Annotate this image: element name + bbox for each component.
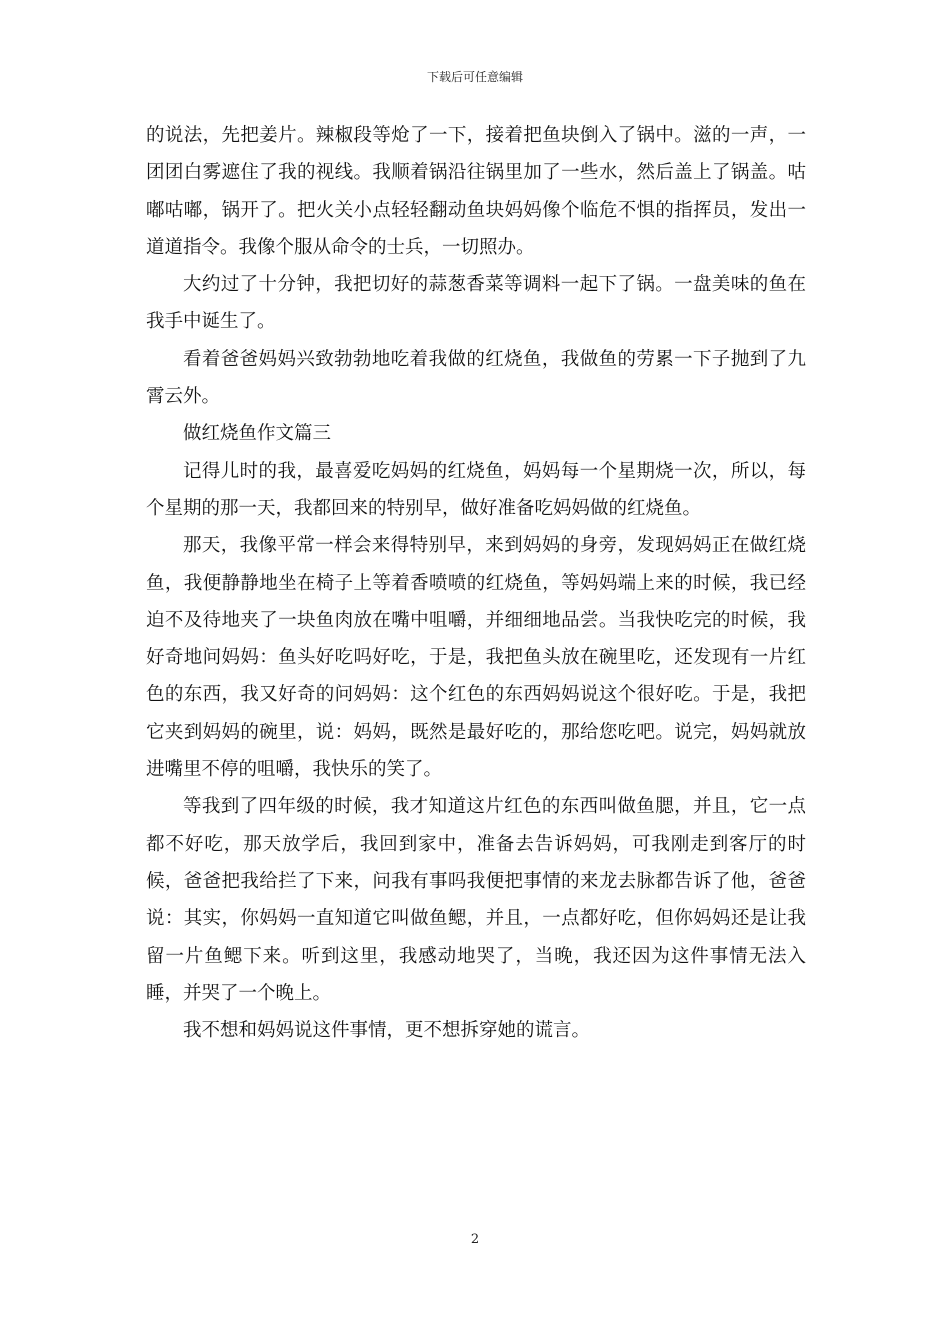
paragraph: 记得儿时的我，最喜爱吃妈妈的红烧鱼，妈妈每一个星期烧一次，所以，每个星期的那一天，我都回来的特别早，做好准备吃妈妈做的红烧鱼。 xyxy=(146,460,806,519)
paragraph: 那天，我像平常一样会来得特别早，来到妈妈的身旁，发现妈妈正在做红烧鱼，我便静静地坐在椅子上等着香喷喷的红烧鱼，等妈妈端上来的时候，我已经迫不及待地夹了一块鱼肉放在嘴中咀嚼，并细细地品尝。当我快吃完的时候，我好奇地问妈妈：鱼头好吃吗好吃，于是，我把鱼头放在碗里吃，还发现有一片红色的东西，我又好奇的问妈妈：这个红色的东西妈妈说这个很好吃。于是，我把它夹到妈妈的碗里，说：妈妈，既然是最好吃的，那给您吃吧。说完，妈妈就放进嘴里不停的咀嚼，我快乐的笑了。 xyxy=(146,535,806,781)
page-header: 下载后可任意编辑 xyxy=(426,70,523,84)
paragraph: 等我到了四年级的时候，我才知道这片红色的东西叫做鱼腮，并且，它一点都不好吃，那天放学后，我回到家中，准备去告诉妈妈，可我刚走到客厅的时候，爸爸把我给拦了下来，问我有事吗我便把事情的来龙去脉都告诉了他，爸爸说：其实，你妈妈一直知道它叫做鱼鳃，并且，一点都好吃，但你妈妈还是让我留一片鱼鳃下来。听到这里，我感动地哭了，当晚，我还因为这件事情无法入睡，并哭了一个晚上。 xyxy=(146,796,806,1004)
page-number: 2 xyxy=(470,1232,480,1247)
paragraph: 我不想和妈妈说这件事情，更不想拆穿她的谎言。 xyxy=(183,1020,591,1042)
paragraph: 看着爸爸妈妈兴致勃勃地吃着我做的红烧鱼，我做鱼的劳累一下子抛到了九霄云外。 xyxy=(146,348,806,408)
paragraph-continued: 的说法，先把姜片。辣椒段等炝了一下，接着把鱼块倒入了锅中。滋的一声，一团团白雾遮住了我的视线。我顺着锅沿往锅里加了一些水，然后盖上了锅盖。咕嘟咕嘟，锅开了。把火关小点轻轻翻动鱼块妈妈像个临危不惧的指挥员，发出一道道指令。我像个服从命令的士兵，一切照办。 xyxy=(146,125,806,258)
section-heading: 做红烧鱼作文篇三 xyxy=(183,423,332,445)
document-body xyxy=(146,117,806,1049)
paragraph: 大约过了十分钟，我把切好的蒜葱香菜等调料一起下了锅。一盘美味的鱼在我手中诞生了。 xyxy=(146,274,806,333)
